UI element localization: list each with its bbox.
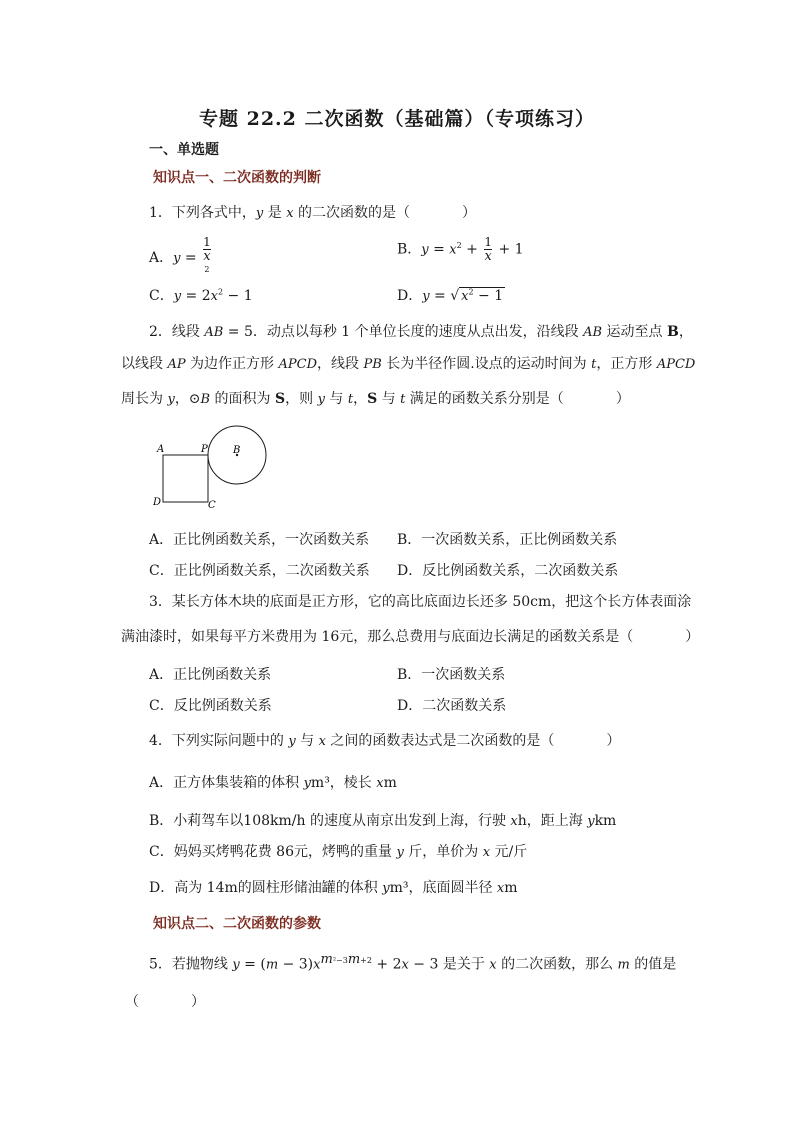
question-3-option-a: A．正比例函数关系 (149, 667, 272, 683)
question-3-line-1: 3．某长方体木块的底面是正方形，它的高比底面边长还多 50cm，把这个长方体表面涂 (149, 594, 692, 610)
question-2-option-c: C．正比例函数关系，二次函数关系 (149, 563, 370, 579)
question-2-option-b: B．一次函数关系，正比例函数关系 (397, 532, 618, 548)
question-4-option-d: D．高为 14m的圆柱形储油罐的体积 ym³，底面圆半径 xm (149, 880, 518, 896)
question-3-option-b: B．一次函数关系 (397, 667, 506, 683)
question-4-option-b: B．小莉驾车以108km/h 的速度从南京出发到上海，行驶 xh，距上海 ykm (149, 813, 617, 829)
question-1-option-b: B．$y = x^2$ + $\frac{1}{x}$ + 1 (397, 235, 524, 264)
label-d: D (153, 497, 162, 508)
page-title: 专题 22.2 二次函数（基础篇）（专项练习） (198, 108, 595, 130)
question-1-option-d: D．y = √ $x^2 - 1$ (397, 287, 504, 304)
knowledge-point-2: 知识点二、二次函数的参数 (153, 916, 321, 932)
label-b: B (233, 445, 241, 456)
question-3-option-c: C．反比例函数关系 (149, 698, 272, 714)
question-2-figure (145, 420, 275, 515)
label-a: A (157, 444, 165, 455)
square-apcd (163, 455, 208, 502)
question-2-line-2: 以线段 AP 为边作正方形 APCD，线段 PB 长为半径作圆.设点的运动时间为 t，正方形 APCD (121, 356, 696, 372)
question-2-line-3: 周长为 y，⊙B 的面积为 S，则 y 与 t，S 与 t 满足的函数关系分别是（ ） (121, 391, 630, 407)
question-3-option-d: D．二次函数关系 (397, 698, 507, 714)
question-2-option-d: D．反比例函数关系，二次函数关系 (397, 563, 619, 579)
question-5-answer-blank[interactable]: （ ） (125, 994, 205, 1010)
question-1-option-c: C．$y = 2x^2 - 1$ (149, 287, 253, 304)
question-4-stem: 4．下列实际问题中的 y 与 x 之间的函数表达式是二次函数的是（ ） (149, 733, 621, 749)
question-4-option-c: C．妈妈买烤鸭花费 86元，烤鸭的重量 y 斤，单价为 x 元/斤 (149, 844, 528, 860)
knowledge-point-1: 知识点一、二次函数的判断 (153, 170, 321, 186)
label-p: P (201, 444, 208, 455)
section-heading: 一、单选题 (149, 142, 219, 158)
question-1-option-a: A．y = 1 x $^2$ (149, 236, 213, 280)
question-4-option-a: A．正方体集装箱的体积 ym³，棱长 xm (149, 775, 397, 791)
label-c: C (208, 500, 216, 511)
question-2-line-1: 2．线段 AB = 5．动点以每秒 1 个单位长度的速度从点出发，沿线段 AB 运动至点 B， (149, 324, 693, 340)
question-3-line-2: 满油漆时，如果每平方米费用为 16元，那么总费用与底面边长满足的函数关系是（ ） (121, 629, 700, 645)
question-5-stem: 5．若抛物线 $y = (m - 3)x^{m^2-3m+2} + 2x - 3$ 是关于 x 的二次函数，那么 m 的值是 (149, 952, 677, 973)
question-1-stem: 1．下列各式中，y 是 x 的二次函数的是（ ） (149, 205, 476, 221)
question-2-option-a: A．正比例函数关系，一次函数关系 (149, 532, 370, 548)
